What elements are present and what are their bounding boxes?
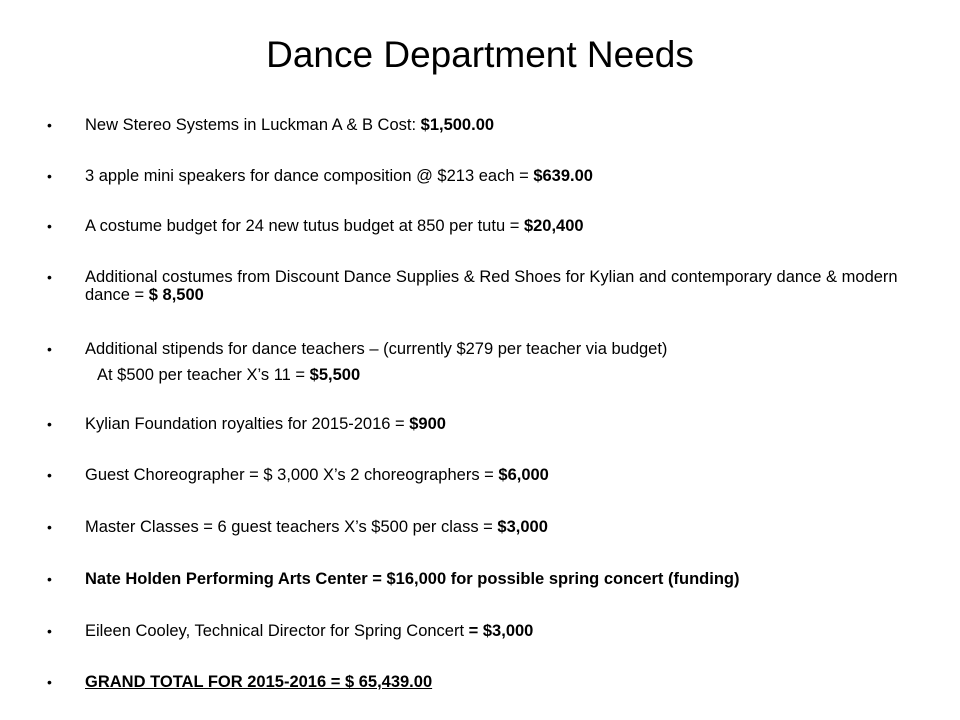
bullet-icon: • — [47, 467, 52, 483]
bullet-icon: • — [47, 519, 52, 535]
list-item-choreographer — [47, 466, 907, 484]
bullet-icon: • — [47, 674, 52, 690]
item-text: Master Classes = 6 guest teachers X’s $500 per class = — [85, 518, 498, 536]
item-amount: = $3,000 — [468, 622, 534, 640]
list-item-stipends — [47, 340, 907, 384]
item-sub-text: At $500 per teacher X’s 11 = — [97, 366, 310, 384]
list-item-speakers — [47, 167, 907, 185]
list-item-stereo — [47, 116, 907, 134]
item-text: 3 apple mini speakers for dance composition @ $213 each = — [85, 167, 534, 185]
slide-title: Dance Department Needs — [266, 34, 694, 75]
list-item-tutus — [47, 217, 907, 235]
bullet-icon: • — [47, 416, 52, 432]
item-amount: $900 — [409, 415, 446, 433]
bullet-icon: • — [47, 341, 52, 357]
item-text: New Stereo Systems in Luckman A & B Cost: — [85, 116, 421, 134]
item-text: A costume budget for 24 new tutus budget at 850 per tutu = — [85, 217, 524, 235]
bullet-icon: • — [47, 168, 52, 184]
grand-total: GRAND TOTAL FOR 2015-2016 = $ 65,439.00 — [85, 673, 433, 691]
bullet-icon: • — [47, 117, 52, 133]
bullet-icon: • — [47, 218, 52, 234]
list-item-grand-total — [47, 673, 907, 691]
list-item-nate-holden — [47, 570, 907, 588]
item-text: Additional stipends for dance teachers – (currently $279 per teacher via budget) — [85, 340, 668, 358]
item-text: Nate Holden Performing Arts Center = $16,000 for possible spring concert (funding) — [85, 570, 740, 588]
item-text: Guest Choreographer = $ 3,000 X’s 2 choreographers = — [85, 466, 499, 484]
item-amount: $20,400 — [523, 217, 584, 235]
item-amount: $6,000 — [498, 466, 549, 484]
item-text: Kylian Foundation royalties for 2015-2016 = — [85, 415, 410, 433]
bullet-icon: • — [47, 623, 52, 639]
list-item-royalties — [47, 415, 907, 433]
item-subline — [97, 366, 907, 384]
list-item-master-classes — [47, 518, 907, 536]
bullet-icon: • — [47, 571, 52, 587]
item-text: Eileen Cooley, Technical Director for Spring Concert — [85, 622, 469, 640]
item-text: Additional costumes from Discount Dance Supplies & Red Shoes for Kylian and contemporary dance & modern dance = — [85, 268, 898, 304]
list-item-costumes — [47, 268, 907, 304]
item-amount: $639.00 — [533, 167, 593, 185]
item-amount: $5,500 — [309, 366, 361, 384]
item-amount: $3,000 — [497, 518, 548, 536]
list-item-technical-director — [47, 622, 907, 640]
item-amount: $1,500.00 — [420, 116, 495, 134]
bullet-icon: • — [47, 269, 52, 285]
item-amount: $ 8,500 — [148, 286, 204, 304]
